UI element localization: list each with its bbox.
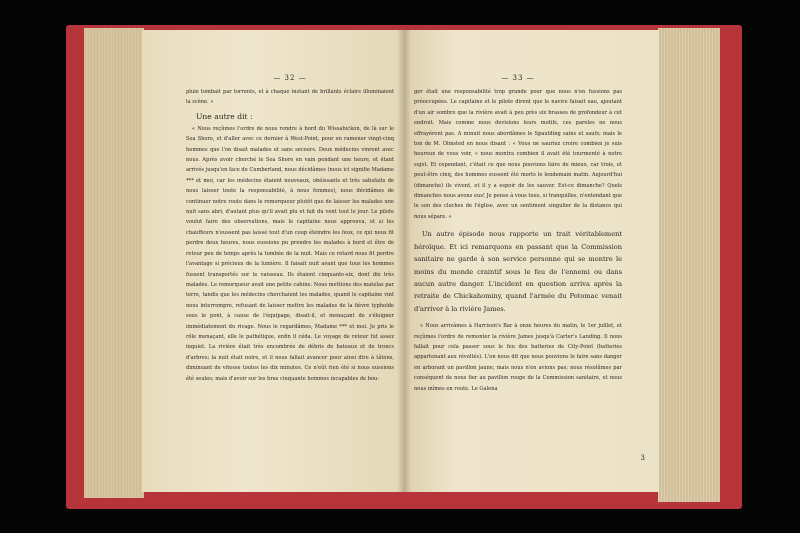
page-edges-right	[658, 28, 720, 502]
paragraph-top: ger était une responsabilité trop grande pour que nous n'en fussions pas préoccupées. Le capitaine et le pilote dirent que le navire faisait eau, ajoutant d'un air sombre que la rivière avait à peu près six brasses de profondeur à cet endroit. Mais comme nous devisions leurs motifs, ces paroles ne nous effrayèrent pas. A minuit nous abordâmes le Spaulding sains et saufs; mais le ton de M. Olmsted en nous disant : « Vous ne sauriez croire combien je suis heureux de vous voir, » nous montra combien il avait été tourmenté à notre sujet. Et cependant, c'était ce que nous pouvions faire de mieux, car trois, et peut-être cinq, des hommes eussent été morts le lendemain matin. Aujourd'hui (dimanche) ils vivent, et il y a espoir de les sauver. Est-ce dimanche? Quels dimanches nous avons eus! Je pense à vous tous, si tranquilles, n'entendant que le son des cloches de l'église, avec un sentiment singulier de la distance qui nous sépare. »	[414, 89, 622, 220]
paragraph-middle: Un autre épisode nous rapporte un trait véritablement héroïque. Et ici remarquons en passant que la Commission sanitaire ne garde à son service personne qui se montre le moins du monde craintif sous le feu de l'ennemi ou dans aucun autre danger. L'incident en question arriva après la retraite de Chickahominy, quand l'armée du Potomac venait d'arriver à la rivière James.	[414, 230, 622, 313]
page-number: — 32 —	[273, 74, 307, 82]
page-number: — 33 —	[501, 74, 535, 82]
right-page	[404, 30, 659, 492]
paragraph-top: pluie tombait par torrents, et à chaque instant de brillants éclairs illuminaient la scène. »	[186, 89, 394, 106]
page-edges-left	[84, 28, 144, 498]
book-gutter	[397, 30, 411, 492]
section-heading: Une autre dit :	[196, 111, 253, 121]
paragraph-bottom: « Nous arrivâmes à Harrison's Bar à onze heures du matin, le 1er juillet, et reçûmes l'ordre de remonter la rivière James jusqu'à Carter's Landing. Il nous fallait pour cela passer sous le feu des batteries de City-Point (batteries appartenant aux révoltés). L'on nous dit que nous pouvions le faire sans danger en arborant un pavillon jaune; mais nous n'en avions pas; nous résolûmes par conséquent de nous fier au pavillon rouge de la Commission sanitaire, et nous nous mîmes en route. Le Galena	[414, 323, 622, 392]
paragraph-main: « Nous reçûmes l'ordre de nous rendre à bord du Wissahickon, de là sur le Sea Shore, et d'aller avec ce dernier à West-Point, pour en ramener vingt-cinq hommes que l'on disait malades et sans secours. Deux médecins vinrent avec nous. Après avoir cherché le Sea Shore en vain pendant une heure, et étant arrivés jusqu'en face de Cumberland, nous décidâmes (nous ici signifie Madame *** et moi, car les médecins étaient nouveaux, obéissants et très satisfaits de nous laisser toute la responsabilité, à nous femmes), nous décidâmes de continuer notre route dans le remorqueur plutôt que de laisser les malades une nuit sans abri, d'autant plus qu'il avait plu et fait du vent tout le jour. Le pilote voulut faire des observations, mais le capitaine nous approuva, et si les chauffeurs n'eussent pas laissé tout d'un coup éteindre les feux, ce qui nous fit perdre deux heures, nous eussions pu prendre les malades à bord et être de retour peu de temps après la tombée de la nuit. Mais ce retard nous fit perdre l'avantage si précieux de la lumière. Il faisait nuit avant que tous les hommes fussent transportés sur le vaisseau. Ils étaient cinquante-six, dont dix très malades. Le remorqueur avait une petite cabine. Nous mettions des matelas par terre, tandis que les médecins cherchaient les malades, quand le capitaine vint nous interrompre, refusant de laisser mettre les malades de la fièvre typhoïde sous le pont, à cause de l'équipage, disait-il, et menaçant de s'éloigner immédiatement du rivage. Nous le regardâmes, Madame *** et moi. Je pris le rôle menaçant, elle le pathétique, enfin il céda. Le voyage de retour fut assez inquiet. La rivière était très encombrée de débris de bateaux et de troncs d'arbres; la nuit était noire, et il nous fallait avancer pour ainsi dire à tâtons, diminuant de vitesse toutes les dix minutes. Ce n'eût rien été si nous eussions été seules; mais d'avoir sur les bras cinquante hommes incapables de bou-	[186, 125, 394, 382]
left-page	[142, 30, 404, 492]
signature-mark: 3	[640, 454, 645, 462]
